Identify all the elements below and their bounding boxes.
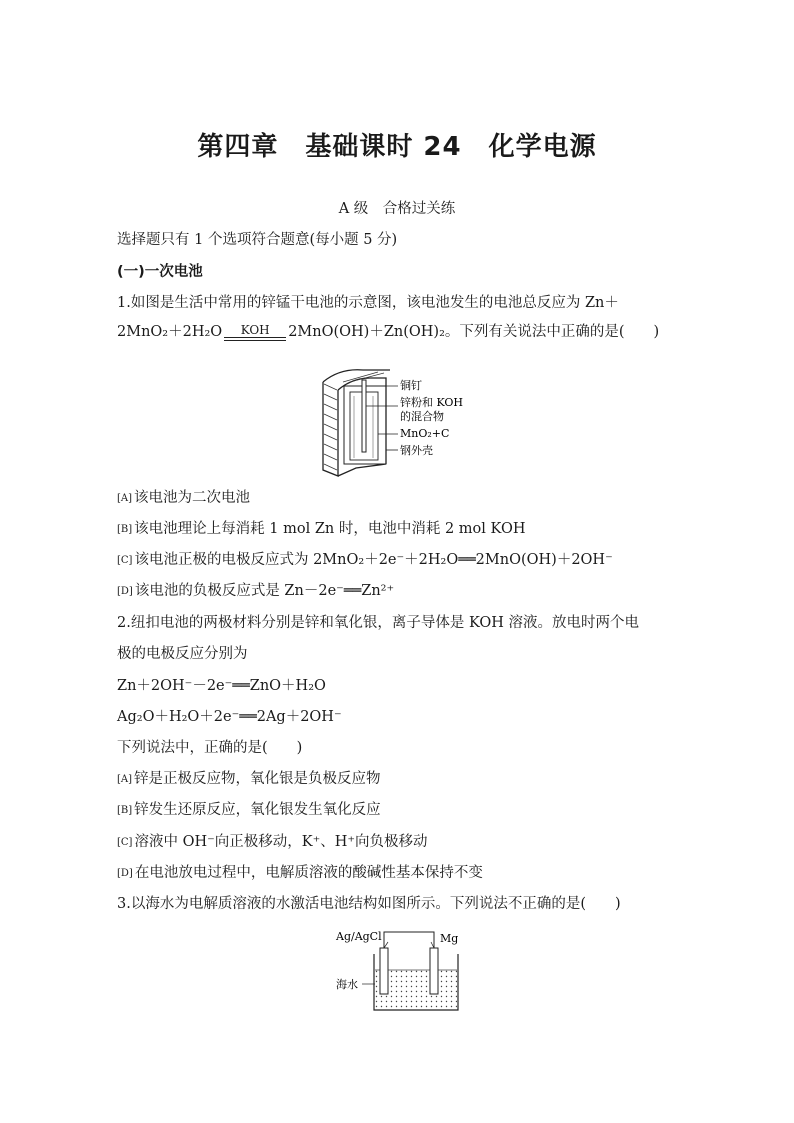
q1-eq-left: 2MnO₂＋2H₂O [117, 324, 223, 340]
fig1-label-mno2-c: MnO₂+C [400, 427, 450, 440]
fig1-label-mixture: 的混合物 [400, 410, 444, 423]
page-title: 第四章 基础课时 24 化学电源 [197, 132, 597, 162]
fig3-label-mg: Mg [440, 932, 459, 945]
q2-line2: 极的电极反应分别为 [117, 646, 248, 662]
q2-option-d: [D] 在电池放电过程中，电解质溶液的酸碱性基本保持不变 [117, 865, 483, 881]
q1-option-a: [A] 该电池为二次电池 [117, 490, 251, 506]
q1-option-b: [B] 该电池理论上每消耗 1 mol Zn 时，电池中消耗 2 mol KOH [117, 521, 526, 537]
q1-equation [117, 322, 659, 342]
q2-equation-1: Zn＋2OH⁻－2e⁻══ZnO＋H₂O [117, 678, 326, 694]
q3-line1: 3.以海水为电解质溶液的水激活电池结构如图所示。下列说法不正确的是( ) [117, 896, 621, 912]
instruction-text: 选择题只有 1 个选项符合题意(每小题 5 分) [117, 232, 398, 248]
q2-option-a: [A] 锌是正极反应物，氧化银是负极反应物 [117, 771, 381, 787]
fig1-label-zinc-koh: 锌粉和 KOH [400, 396, 464, 409]
q1-option-d: [D] 该电池的负极反应式是 Zn－2e⁻══Zn²⁺ [117, 583, 395, 599]
q2-equation-2: Ag₂O＋H₂O＋2e⁻══2Ag＋2OH⁻ [117, 709, 342, 725]
fig3-label-seawater: 海水 [336, 978, 358, 991]
q2-option-c: [C] 溶液中 OH⁻向正极移动，K⁺、H⁺向负极移动 [117, 834, 428, 850]
q1-line1: 1.如图是生活中常用的锌锰干电池的示意图，该电池发生的电池总反应为 Zn＋ [117, 295, 619, 311]
dry-cell-figure [318, 364, 478, 482]
q2-stem: 下列说法中，正确的是( ) [117, 740, 303, 756]
section-heading: (一)一次电池 [117, 264, 203, 280]
q2-line1: 2.纽扣电池的两极材料分别是锌和氧化银，离子导体是 KOH 溶液。放电时两个电 [117, 615, 640, 631]
q1-option-c: [C] 该电池正极的电极反应式为 2MnO₂＋2e⁻＋2H₂O══2MnO(OH)＋2OH⁻ [117, 552, 613, 568]
fig1-label-copper-nail: 铜钉 [400, 379, 422, 392]
q1-eq-arrow [224, 324, 286, 341]
fig1-label-steel-shell: 钢外壳 [400, 444, 433, 457]
q2-option-b: [B] 锌发生还原反应，氧化银发生氧化反应 [117, 802, 381, 818]
fig3-label-ag-agcl: Ag/AgCl [336, 930, 382, 943]
q1-eq-condition: KOH [240, 322, 270, 337]
q1-eq-right: 2MnO(OH)＋Zn(OH)₂。下列有关说法中正确的是( ) [288, 324, 660, 340]
level-heading: A 级 合格过关练 [338, 201, 456, 217]
seawater-battery-figure [334, 924, 474, 1016]
